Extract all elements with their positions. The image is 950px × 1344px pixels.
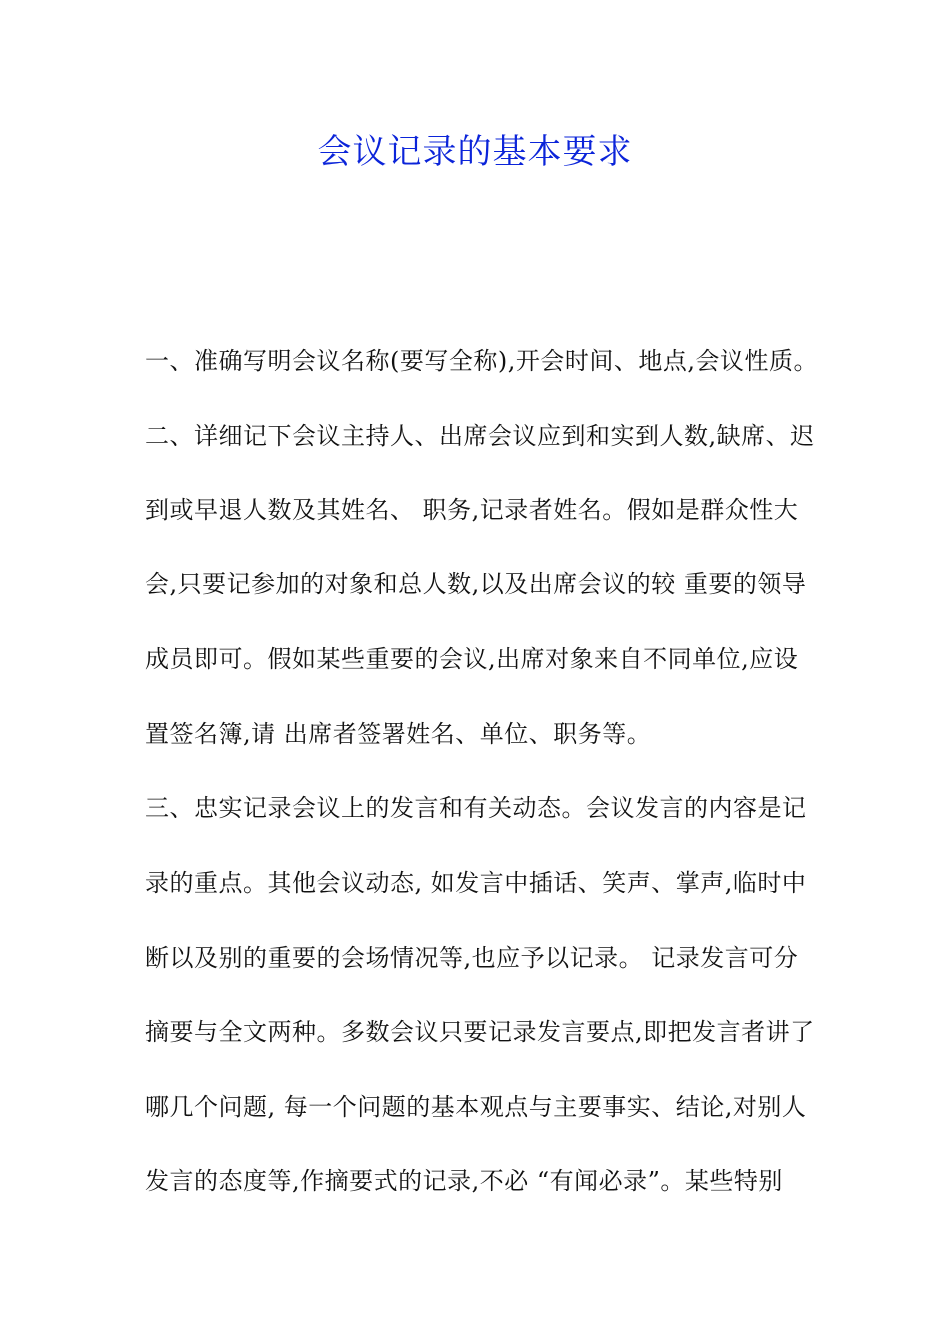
body-line-2: 二、详细记下会议主持人、出席会议应到和实到人数,缺席、迟 (145, 422, 815, 450)
body-line-9: 断以及别的重要的会场情况等,也应予以记录。 记录发言可分 (145, 944, 799, 972)
body-line-3: 到或早退人数及其姓名、 职务,记录者姓名。假如是群众性大 (145, 496, 799, 524)
body-line-11: 哪几个问题, 每一个问题的基本观点与主要事实、结论,对别人 (145, 1093, 807, 1121)
body-line-10: 摘要与全文两种。多数会议只要记录发言要点,即把发言者讲了 (145, 1018, 815, 1046)
body-line-7: 三、忠实记录会议上的发言和有关动态。会议发言的内容是记 (145, 794, 807, 822)
document-title: 会议记录的基本要求 (317, 132, 633, 172)
body-line-1: 一、准确写明会议名称(要写全称),开会时间、地点,会议性质。 (145, 347, 818, 375)
body-line-4: 会,只要记参加的对象和总人数,以及出席会议的较 重要的领导 (145, 570, 807, 598)
body-line-8: 录的重点。其他会议动态, 如发言中插话、笑声、掌声,临时中 (145, 869, 807, 897)
body-line-12: 发言的态度等,作摘要式的记录,不必 “有闻必录”。某些特别 (145, 1167, 783, 1195)
body-line-5: 成员即可。假如某些重要的会议,出席对象来自不同单位,应设 (145, 645, 799, 673)
body-line-6: 置签名簿,请 出席者签署姓名、单位、职务等。 (145, 720, 652, 748)
